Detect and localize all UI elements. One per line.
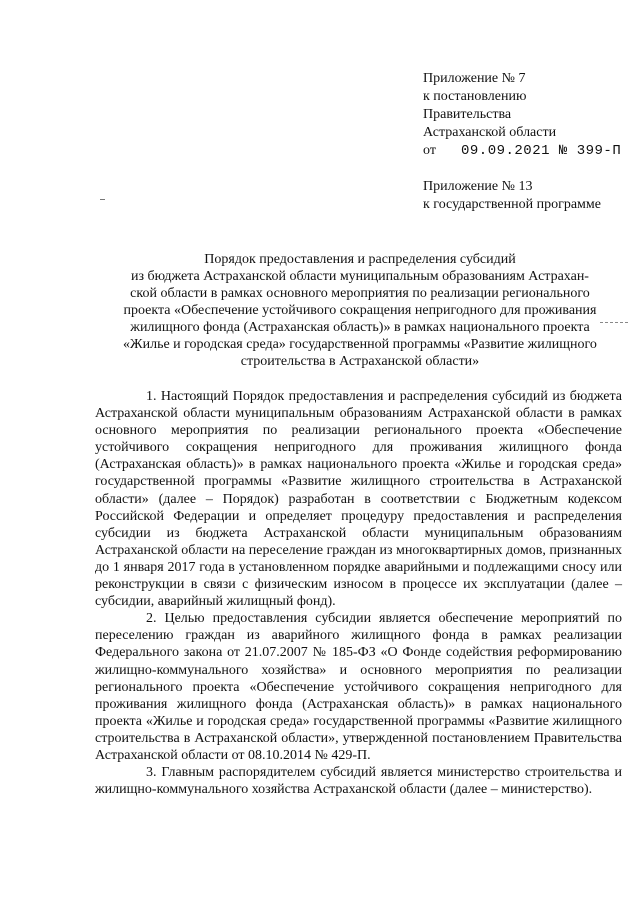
- appendix-to-decree: к постановлению: [423, 89, 527, 104]
- title-line: Порядок предоставления и распределения субсидий: [204, 252, 516, 267]
- title-line: жилищного фонда (Астраханская область)» в рамках национального проекта: [130, 320, 590, 335]
- decree-line: [423, 142, 633, 160]
- appendix-government: Правительства: [423, 107, 512, 122]
- paragraph-3: 3. Главным распорядителем субсидий является министерство строительства и жилищно-коммунального хозяйства Астраханской области (далее – министерство).: [95, 765, 622, 798]
- appendix-number: Приложение № 7: [423, 71, 526, 86]
- appendix-region: Астраханской области: [423, 125, 557, 140]
- decree-date-number: 09.09.2021 № 399-П: [461, 143, 622, 159]
- title-line: из бюджета Астраханской области муниципальным образованиям Астрахан-: [131, 269, 589, 284]
- title-line: строительства в Астраханской области»: [240, 354, 480, 369]
- appendix2-header: [423, 178, 633, 214]
- title-line: ской области в рамках основного мероприятия по реализации регионального: [130, 286, 590, 301]
- scan-mark: [100, 199, 105, 200]
- document-title: [95, 251, 625, 370]
- appendix2-number: Приложение № 13: [423, 179, 533, 194]
- appendix-header: [423, 70, 633, 160]
- paragraph-1: 1. Настоящий Порядок предоставления и распределения субсидий из бюджета Астраханской области муниципальным образованиям Астраханской области в рамках основного мероприятия по реализации регионального проекта «Обеспечение устойчивого сокращения непригодного для проживания жилищного фонда (Астраханская область)» в рамках национального проекта «Жилье и городская среда» государственной программы «Развитие жилищного строительства в Астраханской области» (далее – Порядок) разработан в соответствии с Бюджетным кодексом Российской Федерации и определяет процедуру предоставления и распределения субсидии из бюджета Астраханской области муниципальным образованиям Астраханской области на переселение граждан из многоквартирных домов, признанных до 1 января 2017 года в установленном порядке аварийными и подлежащими сносу или реконструкции в связи с физическим износом в процессе их эксплуатации (далее – субсидии, аварийный жилищный фонд).: [95, 389, 622, 610]
- decree-prefix: от: [423, 143, 436, 158]
- document-body: [95, 388, 622, 798]
- paragraph-2: 2. Целью предоставления субсидии является обеспечение мероприятий по переселению граждан из аварийного жилищного фонда в рамках реализации Федерального закона от 21.07.2007 № 185-ФЗ «О Фонде содействия реформированию жилищно-коммунального хозяйства» и основного мероприятия по реализации регионального проекта «Обеспечение устойчивого сокращения непригодного для проживания жилищного фонда (Астраханская область)» в рамках национального проекта «Жилье и городская среда» государственной программы «Развитие жилищного строительства в Астраханской области», утвержденной постановлением Правительства Астраханской области от 08.10.2014 № 429-П.: [95, 611, 622, 763]
- title-line: «Жилье и городская среда» государственной программы «Развитие жилищного: [123, 337, 597, 352]
- title-line: проекта «Обеспечение устойчивого сокращения непригодного для проживания: [123, 303, 597, 318]
- appendix2-program: к государственной программе: [423, 197, 601, 212]
